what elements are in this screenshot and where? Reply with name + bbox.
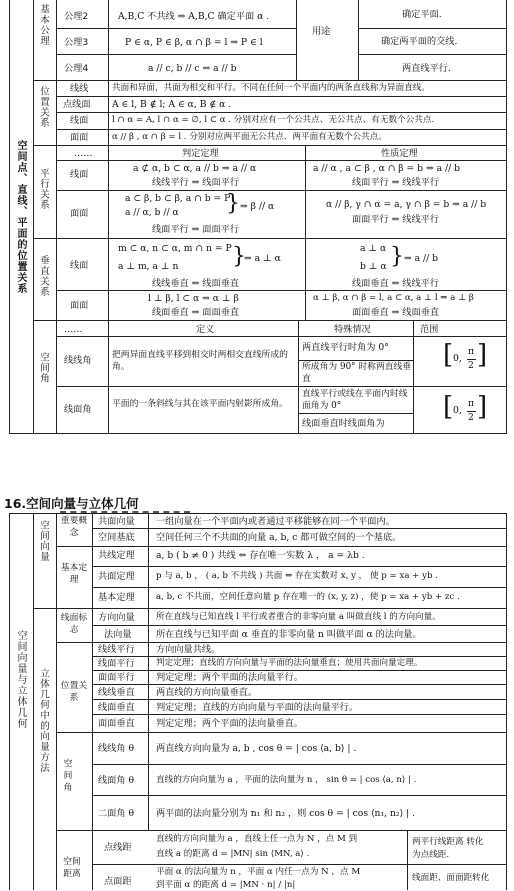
range-num: π	[468, 398, 475, 409]
header-judge: 判定定理	[182, 148, 219, 159]
brace-icon: }	[390, 244, 404, 269]
position-content: l ∩ α = A, l ∩ α = ∅, l ⊂ α . 分别对应有一个公共点、无公共点、有无数个公共点.	[112, 115, 435, 125]
theorem-name: 共面定理	[98, 571, 135, 582]
parallel-line-plane-prop: a // α , a ⊂ β , α ∩ β = b ⇒ a // b	[313, 163, 460, 174]
perp-line-plane-name: 线面	[70, 260, 89, 271]
parallel-line-plane-name: 线面	[70, 169, 89, 180]
line-plane-angle-def: 平面的一条斜线与其在该平面内射影所成角。	[112, 399, 288, 409]
range-left: 0,	[453, 353, 462, 364]
range-num: π	[468, 346, 475, 357]
distance-content: 直线 a 的距离 d = |MN| sin ⟨MN, a⟩ .	[156, 849, 310, 859]
relations-label: 位置关系	[60, 681, 88, 703]
perp-line-plane-prop-line: b ⊥ α	[360, 261, 387, 272]
axiom-name: 公理3	[64, 37, 89, 48]
sec16-side-label: 空间向量与立体几何	[15, 630, 26, 729]
distance-note: 两平行线距离 转化	[412, 837, 484, 847]
range-den: 2	[468, 360, 474, 371]
line-plane-angle-name: 线面角	[64, 404, 92, 415]
line-line-angle-special: 所成角为 90° 时称两直线垂直	[302, 362, 412, 384]
line-plane-angle-special: 线面垂直时线面角为	[302, 418, 385, 429]
relation-name: 面面平行	[98, 672, 135, 683]
relation-content: 判定定理；两个平面的法向量垂直。	[156, 718, 303, 729]
line-line-range	[443, 340, 488, 371]
position-content: α // β , α ∩ β = l . 分别对应两平面无公共点、两平面有无数个公共点。	[112, 132, 387, 142]
parallel-plane-plane-prop: α // β, γ ∩ α = a, γ ∩ β = b ⇒ a // b	[326, 199, 487, 210]
perp-line-plane-judge-note: 线线垂直 ⇒ 线面垂直	[152, 278, 240, 289]
header-dots: ……	[74, 148, 93, 159]
perp-plane-plane-prop-note: 面面垂直 ⇒ 线面垂直	[352, 307, 440, 318]
distance-name: 点线距	[104, 842, 132, 853]
distance-note: 为点线距.	[412, 850, 450, 860]
marker-name: 方向向量	[98, 612, 135, 623]
space-angle-content: 两平面的法向量分别为 n₁ 和 n₂ ，则 cos θ = | cos ⟨n₁, n₂⟩ | .	[156, 808, 416, 819]
space-angle-name: 线线角 θ	[98, 743, 135, 754]
range-left: 0,	[453, 405, 462, 416]
space-angle-name: 二面角 θ	[98, 808, 135, 819]
space-angle-name: 线面角 θ	[98, 775, 135, 786]
axiom-content: P ∈ α, P ∈ β, α ∩ β = l ⇒ P ∈ l	[125, 37, 263, 48]
parallel-label: 平行关系	[38, 168, 49, 210]
parallel-plane-plane-judge-line: a ⊂ β, b ⊂ β, a ∩ b = P	[125, 193, 231, 204]
range-den: 2	[468, 412, 474, 423]
position-name: 面面	[70, 132, 89, 143]
axiom-use-label: 用途	[312, 26, 331, 37]
perp-plane-plane-judge: l ⊥ β, l ⊂ α ⇒ α ⊥ β	[148, 293, 239, 304]
space-angle-content: 两直线方向向量为 a, b , cos θ = | cos ⟨a, b⟩ | .	[156, 743, 357, 754]
distance-content: 直线的方向向量为 a ，直线上任一点为 N ，点 M 到	[156, 834, 358, 844]
parallel-plane-plane-judge-result: ⇒ β // α	[240, 201, 275, 212]
sec15-side-label: 空间点、直线、平面的位置关系	[15, 140, 26, 294]
parallel-plane-plane-prop-note: 面面平行 ⇒ 线线平行	[352, 214, 440, 225]
markers-label: 线面标志	[60, 613, 88, 635]
line-plane-range	[443, 392, 488, 423]
relation-content: 方向向量共线。	[156, 644, 221, 655]
space-angle-content: 直线的方向向量为 a ，平面的法向量为 n ， sin θ = | cos ⟨a, n⟩ | .	[156, 775, 417, 785]
solid-label: 立体几何中的向量方法	[38, 668, 49, 773]
line-plane-angle-special: 直线平行或线在平面内时线面角为 0°	[302, 389, 408, 411]
perp-line-plane-prop-result: ⇒ a // b	[404, 253, 439, 264]
theorem-content: p 与 a, b ， ( a, b 不共线 ) 共面 ⇔ 存在实数对 x, y ， 使 p = xa + yb .	[156, 571, 438, 581]
theorem-name: 基本定理	[98, 592, 135, 603]
position-name: 线线	[70, 83, 89, 94]
distance-content: 到平面 α 的距离 d = |MN · n| / |n|	[156, 880, 296, 890]
brace-icon: }	[232, 244, 246, 269]
line-line-angle-def: 把两异面直线平移到相交时两相交直线所成的角。	[112, 350, 288, 372]
parallel-line-plane-prop-note: 线面平行 ⇒ 线线平行	[352, 177, 440, 188]
perp-line-plane-prop-line: a ⊥ α	[360, 243, 387, 254]
marker-content: 所在直线与已知直线 l 平行或者重合的非零向量 a 叫做直线 l 的方向向量。	[156, 612, 441, 622]
parallel-plane-plane-name: 面面	[70, 208, 89, 219]
bracket-icon: [	[443, 340, 454, 370]
theorems-label: 基本定理	[60, 563, 88, 585]
space-angles-label: 空间角	[63, 759, 73, 793]
axiom-use: 确定两平面的交线.	[381, 36, 458, 47]
angles-label: 空间角	[38, 352, 49, 384]
theorem-content: a, b ( b ≠ 0 ) 共线 ⇔ 存在唯一实数 λ ， a = λb .	[156, 550, 365, 561]
line-line-angle-name: 线线角	[64, 355, 92, 366]
perp-label: 垂直关系	[38, 255, 49, 297]
position-label: 位置关系	[38, 86, 49, 128]
angles-header-range: 范围	[420, 324, 439, 335]
position-content: A ∈ l, B ∉ l; A ∈ α, B ∉ α .	[112, 99, 232, 110]
header-prop: 性质定理	[381, 148, 418, 159]
relation-content: 判定定理；两个平面的法向量平行。	[156, 672, 303, 683]
relation-name: 线面平行	[98, 658, 135, 669]
concept-name: 空间基底	[98, 532, 135, 543]
concept-content: 一组向量在一个平面内或者通过平移能够在同一个平面内。	[156, 516, 395, 527]
perp-line-plane-judge-line: a ⊥ m, a ⊥ n	[118, 261, 179, 272]
angles-header-def: 定义	[196, 324, 215, 335]
relation-name: 线面垂直	[98, 702, 135, 713]
axiom-name: 公理4	[64, 63, 89, 74]
angles-header-dots: ……	[64, 324, 83, 335]
distance-name: 点面距	[104, 876, 132, 887]
relation-content: 判定定理；直线的方向向量与平面的法向量平行。	[156, 702, 359, 713]
relation-content: 两直线的方向向量垂直。	[156, 687, 258, 698]
theorem-content: a, b, c 不共面，空间任意向量 p 存在唯一的 (x, y, z) ，使 p = xa + yb + zc .	[156, 592, 460, 602]
position-content: 共面和异面，共面为相交和平行。不同在任何一个平面内的两条直线称为异面直线。	[112, 83, 430, 93]
perp-plane-plane-judge-note: 线面垂直 ⇒ 面面垂直	[152, 307, 240, 318]
perp-plane-plane-prop: α ⊥ β, α ∩ β = l, a ⊂ α, a ⊥ l ⇒ a ⊥ β	[313, 293, 474, 303]
axiom-use: 确定平面.	[402, 9, 442, 20]
perp-line-plane-judge-line: m ⊂ α, n ⊂ α, m ∩ n = P	[118, 243, 232, 254]
axioms-label: 基本公理	[38, 4, 49, 46]
distance-note: 线面距、面面距转化	[412, 873, 490, 883]
parallel-line-plane-judge: a ⊄ α, b ⊂ α, a // b ⇒ a // α	[133, 163, 257, 174]
perp-plane-plane-name: 面面	[70, 300, 89, 311]
brace-icon: }	[226, 191, 240, 216]
parallel-plane-plane-judge-note: 线面平行 ⇒ 面面平行	[152, 224, 240, 235]
bracket-icon: [	[443, 392, 454, 422]
bracket-icon: ]	[477, 392, 488, 422]
position-name: 线面	[70, 115, 89, 126]
vector-label: 空间向量	[38, 520, 49, 562]
perp-line-plane-prop-note: 线面垂直 ⇒ 线线平行	[352, 278, 440, 289]
marker-name: 法向量	[104, 629, 132, 640]
position-name: 点线面	[63, 99, 91, 110]
axiom-name: 公理2	[64, 11, 89, 22]
relation-content: 判定定理；直线的方向向量与平面的法向量垂直；使用共面向量定理。	[156, 658, 423, 668]
line-line-angle-special: 两直线平行时角为 0°	[302, 342, 389, 353]
section-16-title: 16.空间向量与立体几何	[4, 496, 139, 511]
relation-name: 线线平行	[98, 644, 135, 655]
axiom-content: A,B,C 不共线 ⇒ A,B,C 确定平面 α .	[118, 11, 270, 22]
concept-name: 共面向量	[98, 516, 135, 527]
distances-label: 空间距离	[63, 857, 81, 879]
distance-content: 平面 α 的法向量为 n ，平面 α 内任一点为 N ，点 M	[156, 867, 361, 877]
axiom-content: a // c, b // c ⇒ a // b	[148, 63, 237, 74]
bracket-icon: ]	[477, 340, 488, 370]
marker-content: 所在直线与已知平面 α 垂直的非零向量 n 叫做平面 α 的法向量。	[156, 629, 422, 640]
parallel-line-plane-judge-note: 线线平行 ⇒ 线面平行	[152, 177, 240, 188]
angles-header-special: 特殊情况	[334, 324, 371, 335]
concepts-label: 重要概念	[60, 516, 88, 538]
perp-line-plane-judge-result: ⇒ a ⊥ α	[244, 253, 281, 264]
theorem-name: 共线定理	[98, 550, 135, 561]
axiom-use: 两直线平行.	[402, 63, 451, 74]
relation-name: 线线垂直	[98, 687, 135, 698]
relation-name: 面面垂直	[98, 718, 135, 729]
parallel-plane-plane-judge-line: a // α, b // α	[125, 207, 179, 218]
concept-content: 空间任何三个不共面的向量 a, b, c 都可做空间的一个基底。	[156, 532, 402, 543]
